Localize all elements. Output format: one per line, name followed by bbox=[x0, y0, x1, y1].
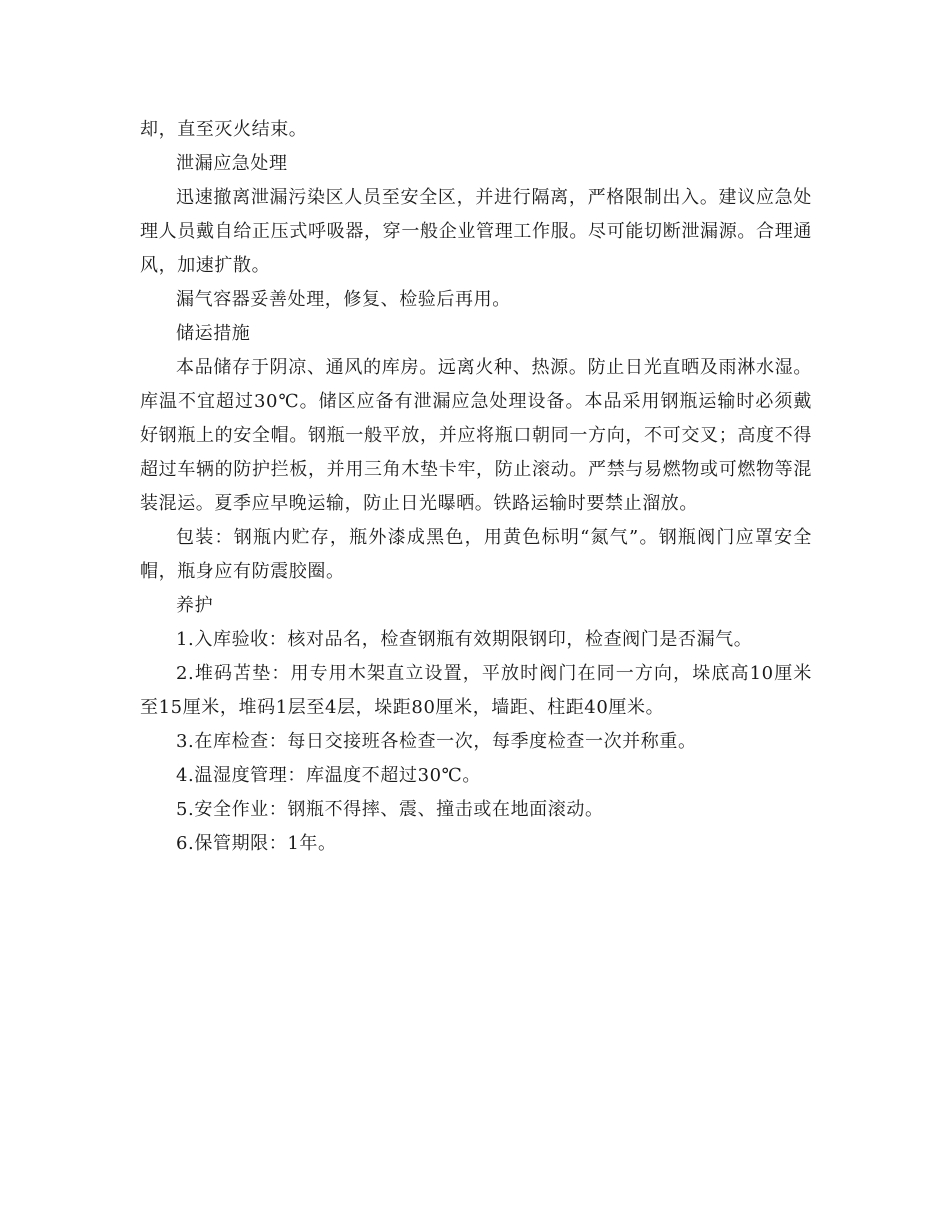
list-item-storage-check: 3.在库检查：每日交接班各检查一次，每季度检查一次并称重。 bbox=[176, 731, 697, 752]
heading-maintenance: 养护 bbox=[176, 595, 214, 616]
paragraph-fire-end: 却，直至灭火结束。 bbox=[140, 119, 308, 140]
list-item-inspection-intake: 1.入库验收：核对品名，检查钢瓶有效期限钢印，检查阀门是否漏气。 bbox=[176, 629, 753, 650]
list-item-storage-period: 6.保管期限：1年。 bbox=[176, 833, 337, 854]
list-item-temperature: 4.温湿度管理：库温度不超过30℃。 bbox=[176, 765, 482, 786]
paragraph-leak-procedure: 迅速撤离泄漏污染区人员至安全区，并进行隔离，严格限制出入。建议应急处理人员戴自给正压式呼吸器，穿一般企业管理工作服。尽可能切断泄漏源。合理通风，加速扩散。 bbox=[140, 187, 812, 276]
paragraph-packaging: 包装：钢瓶内贮存，瓶外漆成黑色，用黄色标明“氮气”。钢瓶阀门应罩安全帽，瓶身应有防震胶圈。 bbox=[140, 527, 812, 582]
document-body bbox=[140, 113, 812, 861]
heading-storage-transport: 储运措施 bbox=[176, 323, 251, 344]
paragraph-container-handling: 漏气容器妥善处理，修复、检验后再用。 bbox=[176, 289, 511, 310]
heading-leak-emergency: 泄漏应急处理 bbox=[176, 153, 288, 174]
paragraph-storage-transport: 本品储存于阴凉、通风的库房。远离火种、热源。防止日光直晒及雨淋水湿。库温不宜超过30℃。储区应备有泄漏应急处理设备。本品采用钢瓶运输时必须戴好钢瓶上的安全帽。钢瓶一般平放，并应将瓶口朝同一方向，不可交叉；高度不得超过车辆的防护拦板，并用三角木垫卡牢，防止滚动。严禁与易燃物或可燃物等混装混运。夏季应早晚运输，防止日光曝晒。铁路运输时要禁止溜放。 bbox=[140, 357, 812, 514]
list-item-stacking: 2.堆码苫垫：用专用木架直立设置，平放时阀门在同一方向，垛底高10厘米至15厘米，堆码1层至4层，垛距80厘米，墙距、柱距40厘米。 bbox=[140, 663, 812, 718]
list-item-safe-operation: 5.安全作业：钢瓶不得摔、震、撞击或在地面滚动。 bbox=[176, 799, 604, 820]
